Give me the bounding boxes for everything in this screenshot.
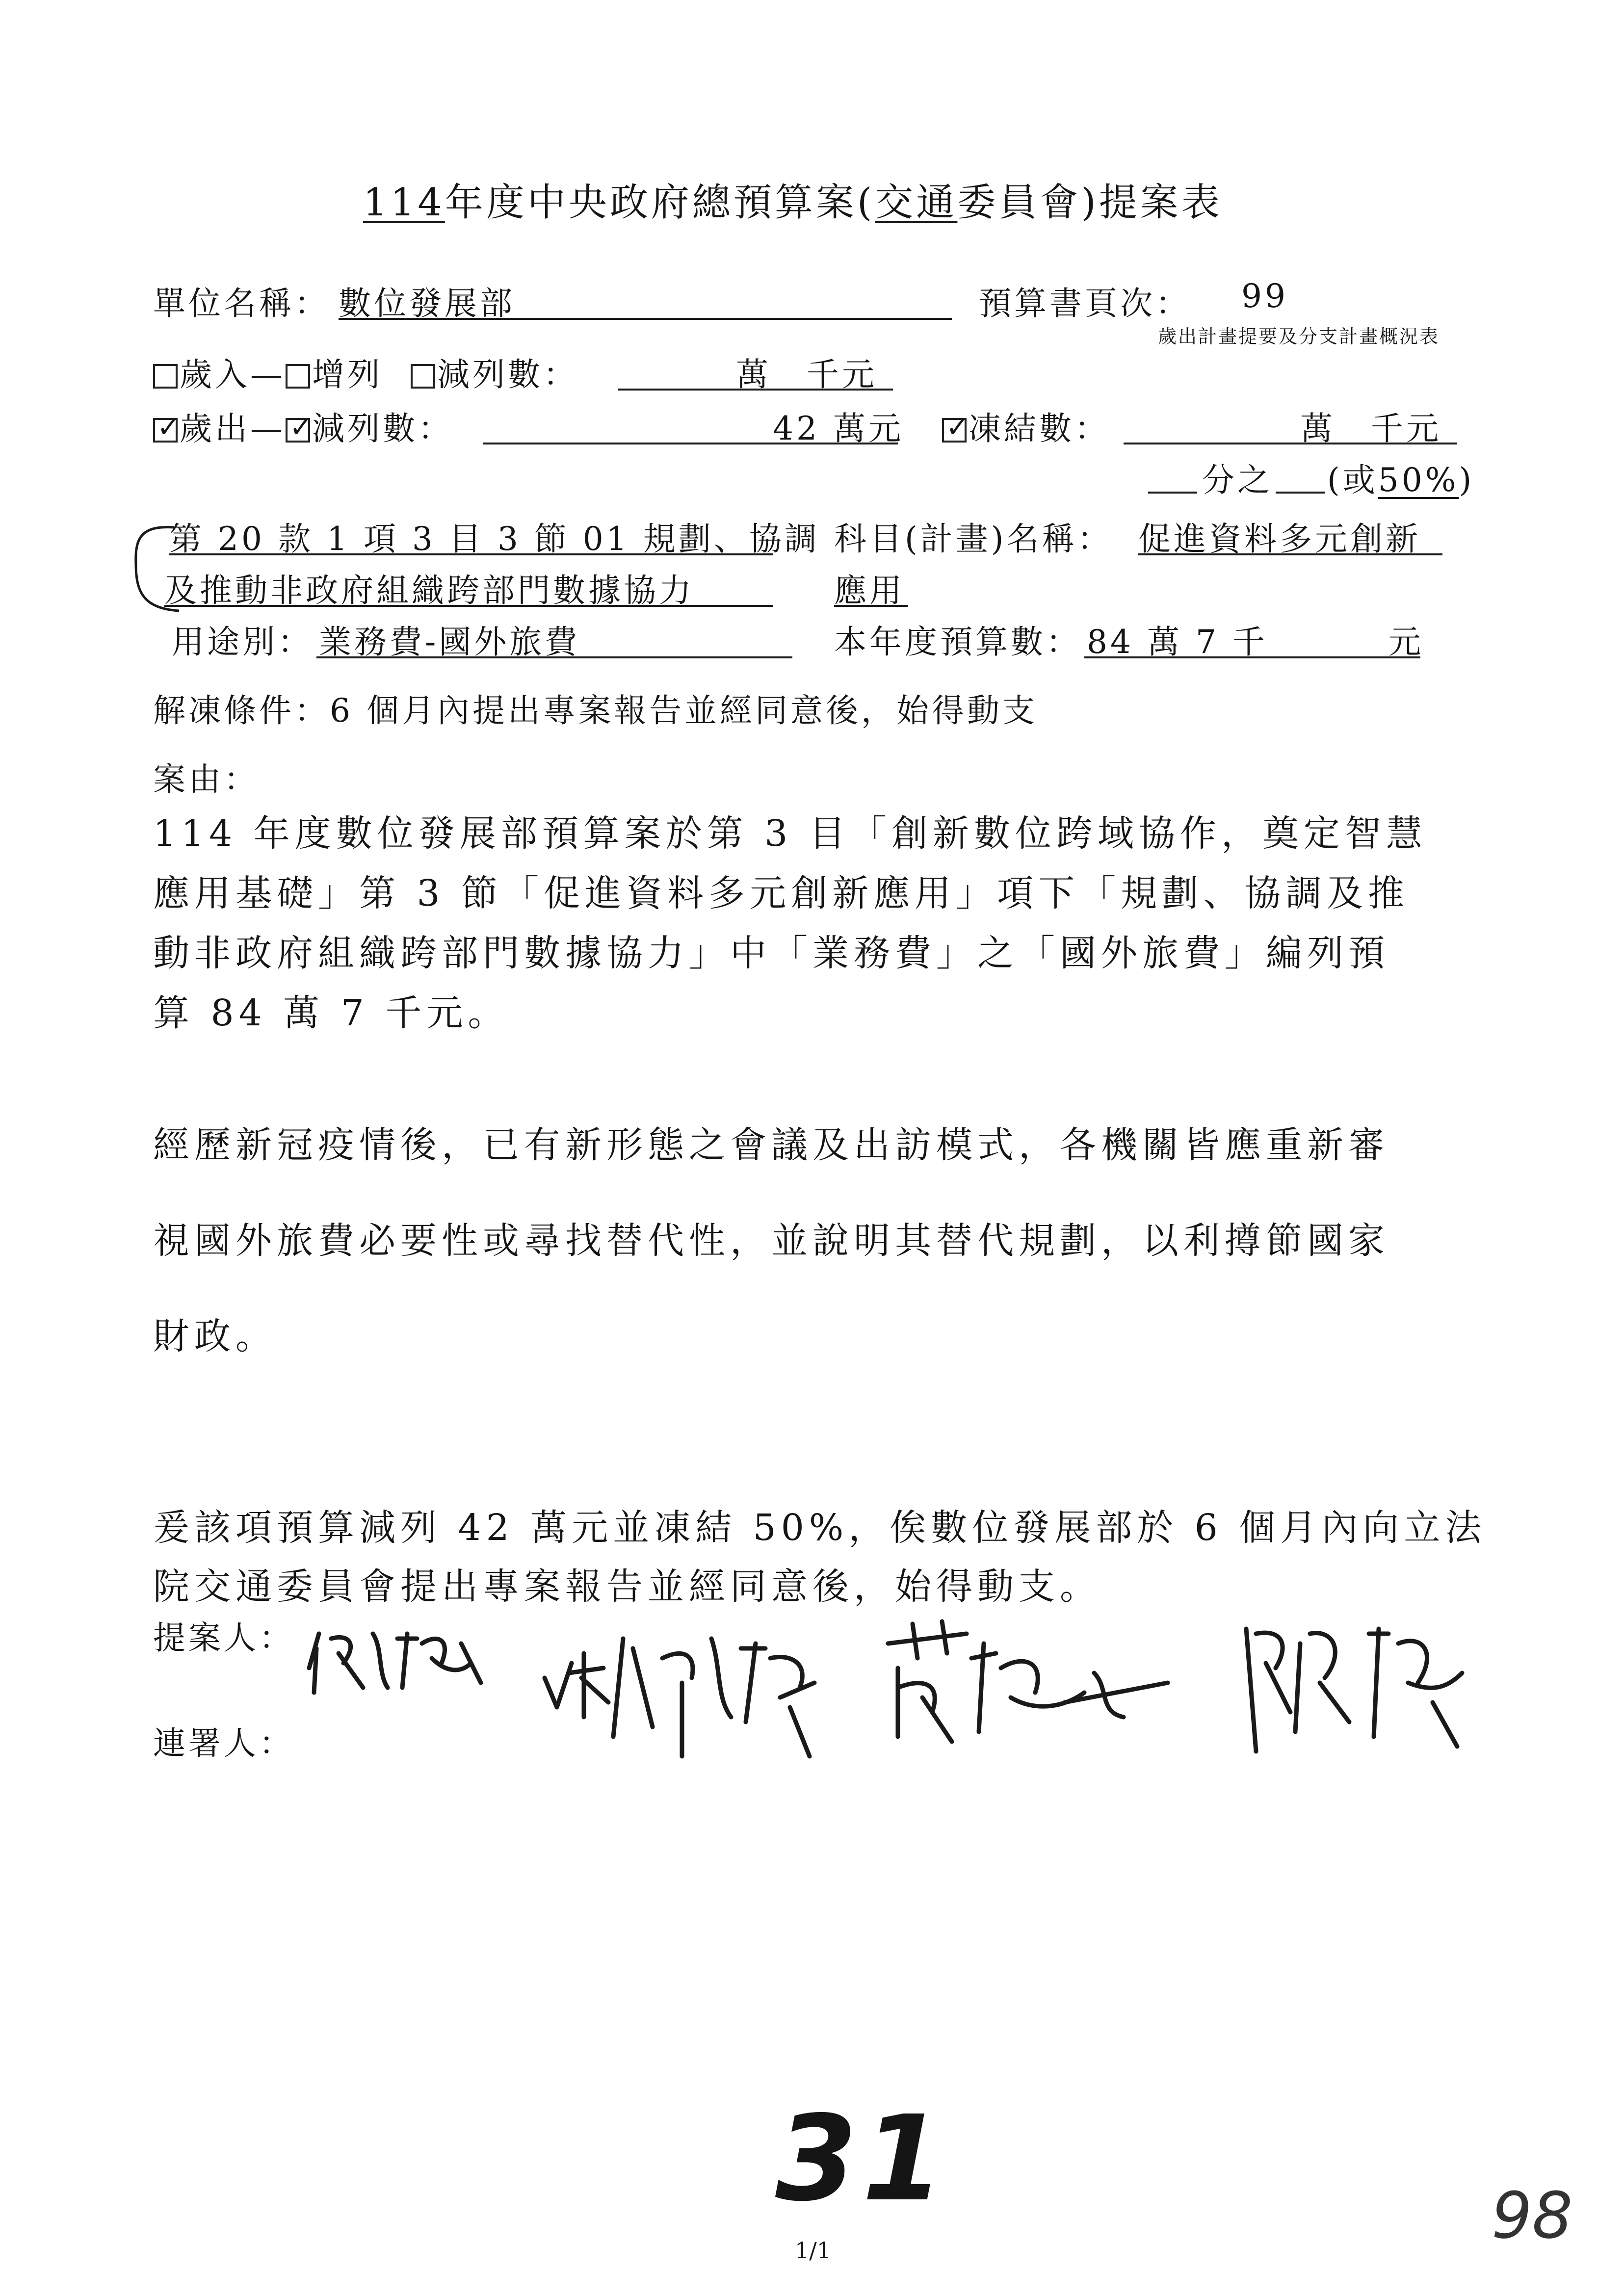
unit-underline bbox=[339, 318, 952, 320]
expenditure-amount: 42 萬元 bbox=[773, 410, 904, 447]
fraction-mid: 分之 bbox=[1202, 461, 1273, 499]
freeze-label: 凍結數： bbox=[969, 410, 1110, 447]
usage-value: 業務費-國外旅費 bbox=[319, 623, 580, 661]
proposer-label: 提案人： bbox=[153, 1619, 294, 1657]
annual-budget-underline bbox=[1084, 656, 1420, 658]
section-line2: 及推動非政府組織跨部門數據協力 bbox=[164, 572, 694, 609]
revenue-decrease-label: 減列數： bbox=[437, 356, 578, 393]
reason-p1-line2: 應用基礎」第 3 節「促進資料多元創新應用」項下「規劃、協調及推 bbox=[153, 872, 1410, 914]
reason-p1-line4: 算 84 萬 7 千元。 bbox=[153, 992, 509, 1034]
revenue-amount-underline bbox=[618, 389, 893, 391]
expenditure-amount-underline bbox=[483, 443, 898, 444]
title-part2: 委員會)提案表 bbox=[957, 181, 1223, 225]
expenditure-checkbox bbox=[153, 418, 178, 443]
freeze-row bbox=[942, 402, 1110, 449]
revenue-row bbox=[153, 348, 578, 395]
subject-label: 科目(計畫)名稱： bbox=[834, 520, 1113, 558]
subject-value1-underline bbox=[1138, 553, 1442, 555]
expenditure-decrease-checkbox bbox=[286, 418, 310, 443]
reason-p1-line3: 動非政府組織跨部門數據協力」中「業務費」之「國外旅費」編列預 bbox=[153, 932, 1389, 974]
freeze-amount: 萬 千元 bbox=[1300, 410, 1441, 447]
signature-4 bbox=[1227, 1614, 1482, 1761]
section-line2-underline bbox=[164, 605, 773, 607]
revenue-amount: 萬 千元 bbox=[736, 356, 877, 393]
title-year: 114 bbox=[363, 181, 445, 225]
signature-1 bbox=[304, 1614, 510, 1702]
title-committee: 交通 bbox=[875, 181, 958, 225]
usage-underline bbox=[316, 656, 792, 658]
reason-label: 案由： bbox=[153, 760, 259, 798]
revenue-increase-checkbox bbox=[286, 364, 310, 389]
unit-value: 數位發展部 bbox=[339, 285, 515, 322]
unfreeze-value: 6 個月內提出專案報告並經同意後，始得動支 bbox=[330, 692, 1038, 730]
revenue-checkbox bbox=[153, 364, 178, 389]
reason-p2-line1: 經歷新冠疫情後，已有新形態之會議及出訪模式，各機關皆應重新審 bbox=[153, 1124, 1389, 1166]
reason-p2-line3: 財政。 bbox=[153, 1315, 277, 1357]
revenue-label: 歲入— bbox=[180, 356, 286, 393]
signature-2 bbox=[535, 1609, 839, 1771]
budget-page-value: 99 bbox=[1241, 277, 1288, 315]
fraction-or bbox=[1327, 454, 1474, 500]
subject-value2-underline bbox=[834, 605, 908, 607]
subject-value2: 應用 bbox=[834, 572, 905, 609]
budget-page-label: 預算書頁次： bbox=[979, 285, 1191, 322]
signature-3 bbox=[878, 1614, 1173, 1761]
handwritten-page-mark: 98 bbox=[1492, 2178, 1573, 2253]
revenue-decrease-checkbox bbox=[411, 364, 435, 389]
expenditure-decrease-label: 減列數： bbox=[312, 410, 453, 447]
reason-p3-line1: 爰該項預算減列 42 萬元並凍結 50%，俟數位發展部於 6 個月內向立法 bbox=[153, 1507, 1487, 1549]
annual-budget-unit: 元 bbox=[1388, 623, 1424, 661]
usage-label: 用途別： bbox=[172, 623, 313, 661]
section-line1: 第 20 款 1 項 3 目 3 節 01 規劃、協調 bbox=[169, 520, 820, 558]
fraction-numerator-blank bbox=[1148, 492, 1197, 494]
reason-p3-line2: 院交通委員會提出專案報告並經同意後，始得動支。 bbox=[153, 1565, 1101, 1608]
reason-p2-line2: 視國外旅費必要性或尋找替代性，並說明其替代規劃，以利撙節國家 bbox=[153, 1220, 1389, 1262]
expenditure-row bbox=[153, 402, 453, 449]
section-line1-underline bbox=[169, 553, 773, 555]
fraction-value: 50% bbox=[1378, 461, 1459, 499]
fraction-close: ) bbox=[1459, 461, 1475, 499]
annual-budget-label: 本年度預算數： bbox=[834, 623, 1081, 661]
footer-page-number: 1/1 bbox=[795, 2237, 832, 2264]
unit-label: 單位名稱： bbox=[153, 285, 330, 322]
freeze-amount-underline bbox=[1124, 443, 1457, 444]
title-part1: 年度中央政府總預算案( bbox=[445, 181, 875, 225]
subject-value1: 促進資料多元創新 bbox=[1138, 520, 1421, 558]
unfreeze-label: 解凍條件： bbox=[153, 692, 330, 730]
cosigner-label: 連署人： bbox=[153, 1724, 294, 1762]
expenditure-label: 歲出— bbox=[180, 410, 286, 447]
handwritten-sequence: 31 bbox=[775, 2090, 949, 2227]
fraction-open: (或 bbox=[1327, 461, 1378, 499]
fraction-denominator-blank bbox=[1276, 492, 1325, 494]
revenue-increase-label: 增列 bbox=[312, 356, 383, 393]
page-title bbox=[363, 172, 1223, 227]
unfreeze-condition bbox=[153, 684, 1038, 731]
budget-page-note: 歲出計畫提要及分支計畫概況表 bbox=[1158, 326, 1440, 347]
annual-budget-value: 84 萬 7 千 bbox=[1087, 623, 1268, 661]
reason-p1-line1: 114 年度數位發展部預算案於第 3 目「創新數位跨域協作，奠定智慧 bbox=[153, 812, 1427, 855]
freeze-checkbox bbox=[942, 418, 967, 443]
